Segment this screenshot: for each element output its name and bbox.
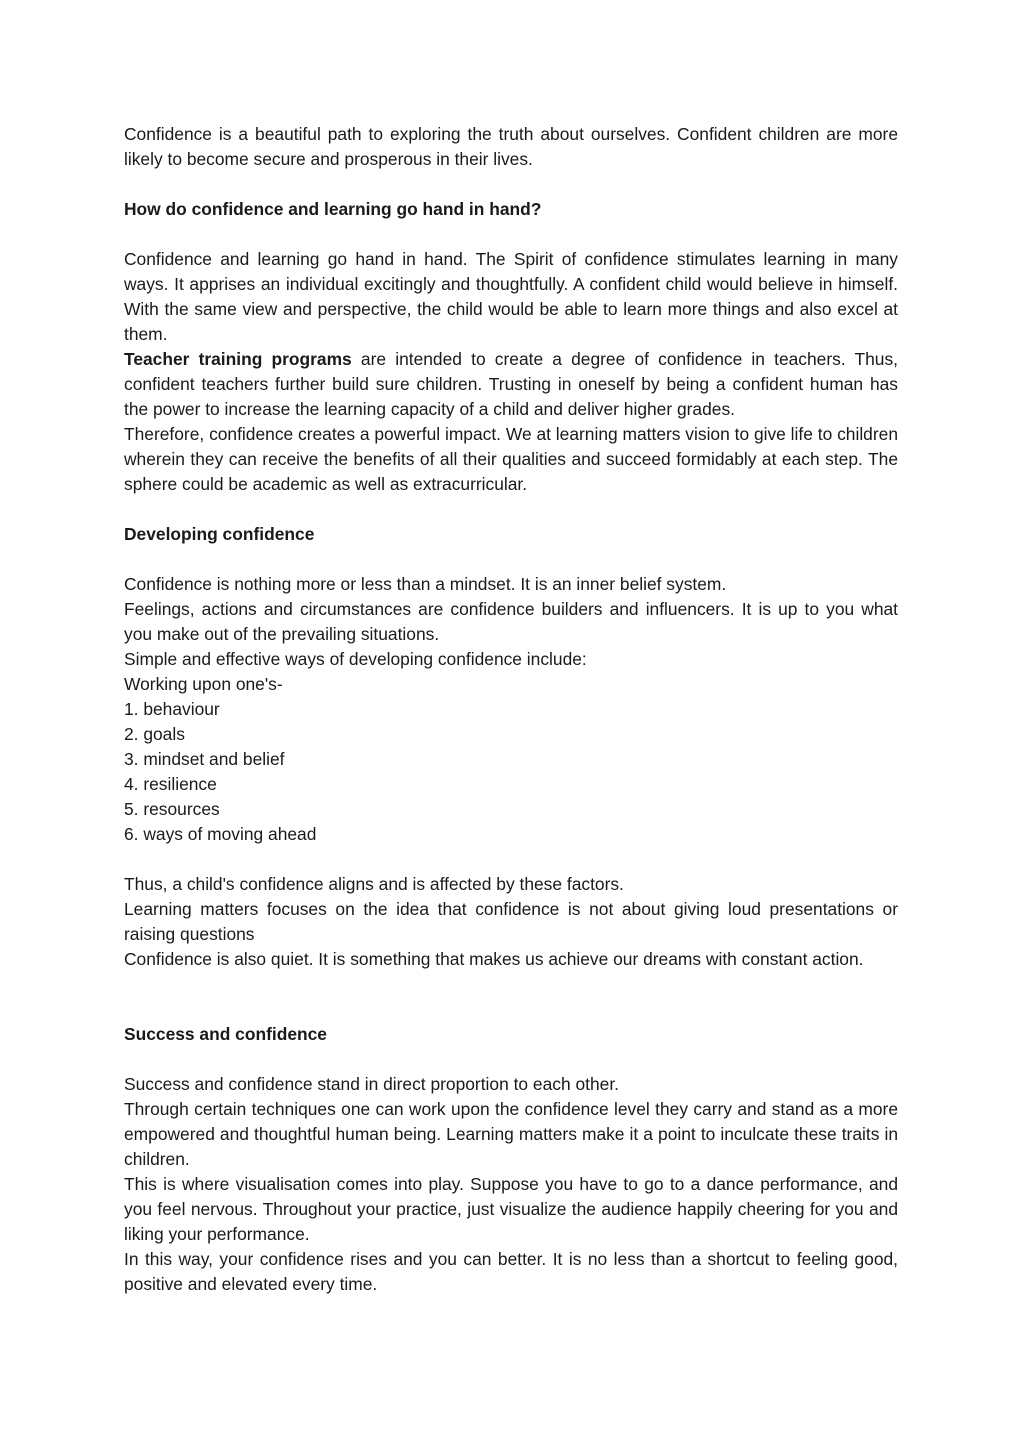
paragraph-simple-ways: Simple and effective ways of developing confidence include:: [124, 649, 587, 669]
paragraph-confidence-learning: Confidence and learning go hand in hand. The Spirit of confidence stimulates learning in many ways. It apprises an individual excitingly and thoughtfully. A confident child would believe in himself. With the same view and perspective, the child would be able to learn more things and also excel at them.: [124, 249, 898, 344]
list-item: 2. goals: [124, 724, 185, 744]
paragraph-teacher-training: [124, 347, 898, 422]
spacer: [124, 222, 898, 247]
section-heading-developing-confidence: Developing confidence: [124, 524, 315, 544]
section-heading-success-confidence: Success and confidence: [124, 1024, 327, 1044]
spacer: [124, 547, 898, 572]
list-item: 3. mindset and belief: [124, 749, 285, 769]
confidence-factors-list: [124, 697, 898, 847]
list-item: 1. behaviour: [124, 699, 220, 719]
paragraph-mindset: Confidence is nothing more or less than a mindset. It is an inner belief system.: [124, 574, 727, 594]
spacer: [124, 497, 898, 522]
paragraph-working-upon: Working upon one's-: [124, 674, 283, 694]
paragraph-confidence-rises: In this way, your confidence rises and you can better. It is no less than a shortcut to feeling good, positive and elevated every time.: [124, 1249, 898, 1294]
spacer: [124, 1047, 898, 1072]
paragraph-powerful-impact: Therefore, confidence creates a powerful impact. We at learning matters vision to give life to children wherein they can receive the benefits of all their qualities and succeed formidably at each step. The sphere could be academic as well as extracurricular.: [124, 424, 898, 494]
list-item: 5. resources: [124, 799, 220, 819]
paragraph-direct-proportion: Success and confidence stand in direct proportion to each other.: [124, 1074, 619, 1094]
section-heading-confidence-learning: How do confidence and learning go hand in hand?: [124, 199, 542, 219]
paragraph-quiet-confidence: Confidence is also quiet. It is something that makes us achieve our dreams with constant action.: [124, 949, 864, 969]
spacer: [124, 972, 898, 1022]
paragraph-child-confidence: Thus, a child's confidence aligns and is affected by these factors.: [124, 874, 624, 894]
paragraph-learning-matters-focus: Learning matters focuses on the idea that confidence is not about giving loud presentations or raising questions: [124, 899, 898, 944]
paragraph-visualisation: This is where visualisation comes into play. Suppose you have to go to a dance performance, and you feel nervous. Throughout your practice, just visualize the audience happily cheering for you and liking your performance.: [124, 1174, 898, 1244]
document-page: [124, 122, 898, 1297]
spacer: [124, 847, 898, 872]
bold-teacher-training-programs: Teacher training programs: [124, 349, 352, 369]
list-item: 4. resilience: [124, 774, 217, 794]
list-item: 6. ways of moving ahead: [124, 824, 317, 844]
paragraph-feelings-actions: Feelings, actions and circumstances are confidence builders and influencers. It is up to you what you make out of the prevailing situations.: [124, 599, 898, 644]
paragraph-teacher-training-text: are intended to create a degree of confidence in teachers. Thus, confident teachers further build sure children. Trusting in oneself by being a confident human has the power to increase the learning capacity of a child and deliver higher grades.: [124, 349, 898, 419]
paragraph-techniques: Through certain techniques one can work upon the confidence level they carry and stand as a more empowered and thoughtful human being. Learning matters make it a point to inculcate these traits in children.: [124, 1099, 898, 1169]
intro-paragraph: Confidence is a beautiful path to exploring the truth about ourselves. Confident children are more likely to become secure and prosperous in their lives.: [124, 124, 898, 169]
spacer: [124, 172, 898, 197]
